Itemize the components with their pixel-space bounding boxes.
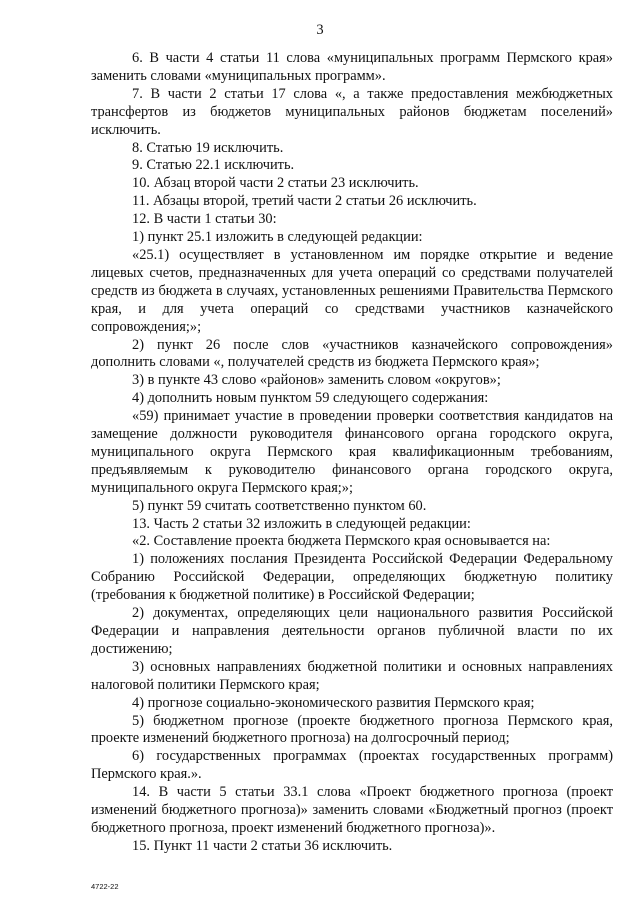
paragraph: 1) положениях послания Президента Российской Федерации Федеральному Собранию Российской Федерации, определяющих бюджетную политику (требования к бюджетной политике) в Российской Федерации; [91, 551, 613, 604]
paragraph: 5) бюджетном прогнозе (проекте бюджетного прогноза Пермского края, проекте изменений бюджетного прогноза) на долгосрочный период; [91, 712, 613, 747]
paragraph: 12. В части 1 статьи 30: [132, 211, 277, 228]
paragraph: 6) государственных программах (проектах государственных программ) Пермского края.». [91, 748, 613, 783]
paragraph: 2) документах, определяющих цели национального развития Российской Федерации и направления деятельности органов публичной власти по их достижению; [91, 605, 613, 657]
paragraph: 3) в пункте 43 слово «районов» заменить словом «округов»; [132, 372, 501, 389]
paragraph: 2) пункт 26 после слов «участников казначейского сопровождения» дополнить словами «, получателей средств из бюджета Пермского края»; [91, 336, 613, 371]
paragraph: «25.1) осуществляет в установленном им порядке открытие и ведение лицевых счетов, предназначенных для учета операций со средствами получателей средств из бюджета в случаях, установленных решениями Правительства Пермского края, и для учета операций со средствами участников казначейского сопровождения;»; [91, 246, 613, 335]
paragraph: 14. В части 5 статьи 33.1 слова «Проект бюджетного прогноза (проект изменений бюджетного прогноза)» заменить словами «Бюджетный прогноз (проект бюджетного прогноза, проект изменений бюджетного прогноза)». [91, 784, 613, 836]
paragraph: «59) принимает участие в проведении проверки соответствия кандидатов на замещение должности руководителя финансового органа городского округа, муниципального округа Пермского края квалификационным требованиям, предъявляемым к руководителю финансового органа городского округа, муниципального округа Пермского края;»; [91, 408, 613, 496]
paragraph: 15. Пункт 11 части 2 статьи 36 исключить. [132, 837, 393, 854]
paragraph: «2. Составление проекта бюджета Пермского края основывается на: [132, 533, 551, 550]
page-number: 3 [316, 22, 324, 38]
paragraph: 10. Абзац второй части 2 статьи 23 исключить. [132, 175, 419, 192]
paragraph: 7. В части 2 статьи 17 слова «, а также предоставления межбюджетных трансфертов из бюджетов муниципальных районов бюджетам поселений» исключить. [91, 85, 613, 138]
paragraph: 5) пункт 59 считать соответственно пунктом 60. [132, 497, 427, 514]
paragraph: 4) прогнозе социально-экономического развития Пермского края; [132, 694, 535, 711]
paragraph: 6. В части 4 статьи 11 слова «муниципальных программ Пермского края» заменить словами «муниципальных программ». [91, 50, 613, 84]
paragraph: 8. Статью 19 исключить. [132, 139, 284, 156]
footer-code: 4722-22 [91, 882, 119, 891]
paragraph: 1) пункт 25.1 изложить в следующей редакции: [132, 229, 423, 246]
paragraph: 4) дополнить новым пунктом 59 следующего содержания: [132, 390, 489, 407]
paragraph: 9. Статью 22.1 исключить. [132, 157, 295, 174]
document-body [91, 50, 613, 856]
paragraph: 13. Часть 2 статьи 32 изложить в следующей редакции: [132, 515, 471, 532]
paragraph: 3) основных направлениях бюджетной политики и основных направлениях налоговой политики Пермского края; [91, 658, 613, 693]
paragraph: 11. Абзацы второй, третий части 2 статьи 26 исключить. [132, 193, 477, 210]
